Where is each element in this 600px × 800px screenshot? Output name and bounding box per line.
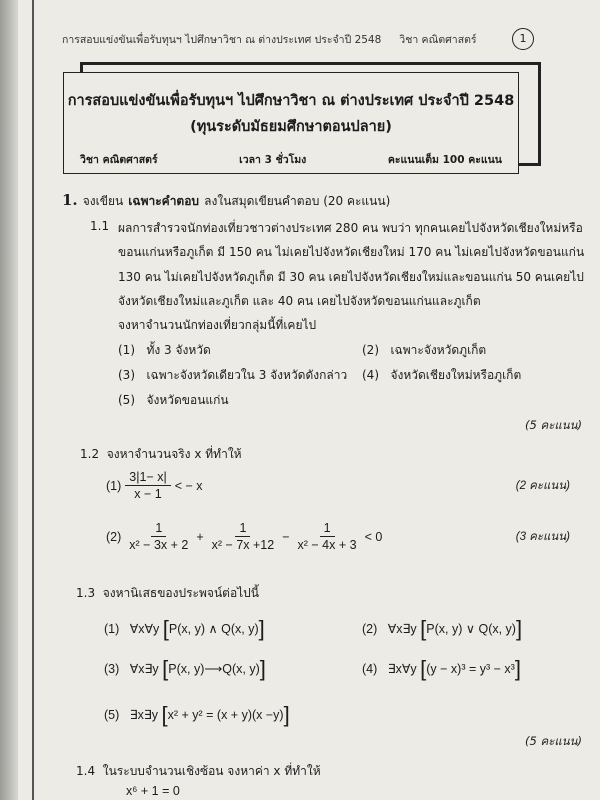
- q1-2-heading: 1.2 จงหาจำนวนจริง x ที่ทำให้: [80, 447, 242, 461]
- q1-1-line: จงหาจำนวนนักท่องเที่ยวกลุ่มนี้ที่เคยไป: [118, 318, 317, 332]
- fraction: $\frac{1}{\text{x² − 3x + 2}}$: [129, 521, 189, 552]
- logic-item: (4) ∃x∀y [(y − x)³ = y³ − x³]: [362, 656, 521, 681]
- logic-row: [104, 616, 564, 642]
- q1-text: จงเขียน: [82, 194, 124, 208]
- fraction: $\frac{3|1- x|}{x - 1}$: [125, 470, 170, 501]
- header-subject: วิชา คณิตศาสตร์: [399, 34, 477, 46]
- q1-3-heading: 1.3 จงหานิเสธของประพจน์ต่อไปนี้: [76, 586, 260, 600]
- title-box: [63, 72, 519, 174]
- points-label: (2 คะแนน): [515, 479, 570, 492]
- points-label: (5 คะแนน): [525, 418, 582, 432]
- exam-subtitle: (ทุนระดับมัธยมศึกษาตอนปลาย): [190, 119, 392, 135]
- q1-4-heading: 1.4 ในระบบจำนวนเชิงซ้อน จงหาค่า x ที่ทำให้: [76, 764, 321, 778]
- option: (3) เฉพาะจังหวัดเดียวใน 3 จังหวัดดังกล่าว: [118, 368, 348, 382]
- points-label: (5 คะแนน): [525, 734, 582, 748]
- question-1: [62, 190, 390, 211]
- question-number: 1.: [62, 191, 78, 209]
- option-row: [118, 366, 558, 385]
- q1-rest: ลงในสมุดเขียนคำตอบ (20 คะแนน): [204, 194, 391, 208]
- q1-1-line: ขอนแก่นหรือภูเก็ต มี 150 คน ไม่เคยไปจังหวัดเชียงใหม่ 170 คน ไม่เคยไปจังหวัดขอนแก่น: [118, 245, 585, 259]
- margin-line: [32, 0, 34, 800]
- exam-full-score: คะแนนเต็ม 100 คะแนน: [387, 154, 502, 166]
- q1-1-number: 1.1: [90, 219, 110, 233]
- logic-row: [104, 656, 564, 682]
- option: (5) จังหวัดขอนแก่น: [118, 393, 229, 407]
- q1-2-part1: (1) $\frac{3|1- x|}{x - 1}$ < − x (2 คะแนน): [106, 470, 570, 501]
- logic-item: (1) ∀x∀y [P(x, y) ∧ Q(x, y)]: [104, 616, 265, 641]
- q1-4-equation: x⁶ + 1 = 0: [126, 784, 180, 798]
- q1-1-line: ผลการสำรวจนักท่องเที่ยวชาวต่างประเทศ 280 คน พบว่า ทุกคนเคยไปจังหวัดเชียงใหม่หรือ: [118, 221, 583, 235]
- q1-2-part2: (2) $\frac{1}{\text{x² − 3x + 2}}$ + $\frac{1}{\text{x² − 7x +12}}$ − $\frac{1}{\text{x² − 4x + 3}}$ < 0 (3 คะแนน): [106, 521, 570, 552]
- option: (4) จังหวัดเชียงใหม่หรือภูเก็ต: [362, 368, 522, 382]
- logic-item: (3) ∀x∃y [P(x, y)⟶Q(x, y)]: [104, 656, 266, 681]
- option: (1) ทั้ง 3 จังหวัด: [118, 343, 211, 357]
- fraction: $\frac{1}{\text{x² − 7x +12}}$: [211, 521, 275, 552]
- points-label: (3 คะแนน): [515, 530, 570, 543]
- option: (2) เฉพาะจังหวัดภูเก็ต: [362, 343, 487, 357]
- exam-subject: วิชา คณิตศาสตร์: [80, 154, 158, 166]
- option-row: [118, 341, 558, 360]
- logic-item: (2) ∀x∃y [P(x, y) ∨ Q(x, y)]: [362, 616, 523, 641]
- fraction: $\frac{1}{\text{x² − 4x + 3}}$: [297, 521, 357, 552]
- page-edge: [0, 0, 18, 800]
- exam-info-row: [80, 151, 502, 168]
- exam-time: เวลา 3 ชั่วโมง: [239, 154, 307, 166]
- page-number: 1: [512, 28, 534, 50]
- running-header: การสอบแข่งขันเพื่อรับทุนฯ ไปศึกษาวิชา ณ ต่างประเทศ ประจำปี 2548: [62, 34, 382, 46]
- q1-1-line: จังหวัดเชียงใหม่และภูเก็ต และ 40 คน เคยไปจังหวัดขอนแก่นและภูเก็ต: [118, 294, 481, 308]
- q1-1-line: 130 คน ไม่เคยไปจังหวัดภูเก็ต มี 30 คน เคยไปจังหวัดเชียงใหม่และขอนแก่น 50 คนเคยไป: [118, 270, 584, 284]
- running-header-row: [62, 31, 502, 48]
- exam-title: การสอบแข่งขันเพื่อรับทุนฯ ไปศึกษาวิชา ณ ต่างประเทศ ประจำปี 2548: [67, 93, 515, 109]
- q1-emphasis: เฉพาะคำตอบ: [128, 194, 200, 208]
- logic-item: (5) ∃x∃y [x² + y² = (x + y)(x −y)]: [104, 702, 290, 727]
